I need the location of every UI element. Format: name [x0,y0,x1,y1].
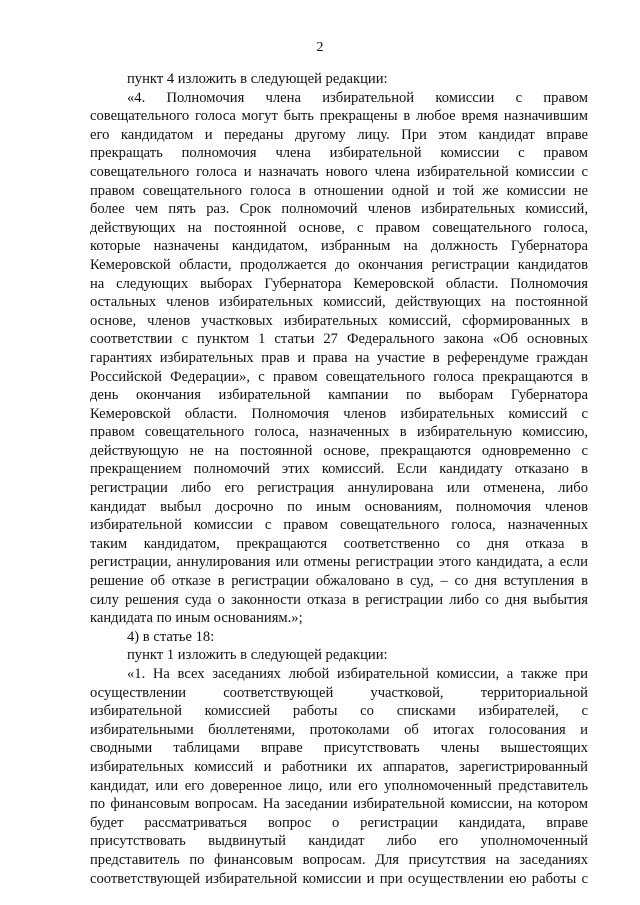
text-line: соответствующей избирательной комиссии и при осуществлении ею работы с [90,870,588,887]
text-line: Кемеровской области, продолжается до окончания регистрации кандидатов [90,256,588,273]
text-line: присутствовать выдвинутый кандидат либо его уполномоченный [90,833,588,850]
text-line: 4) в статье 18: [127,628,215,645]
text-line: осуществлении соответствующей участковой, территориальной [90,684,588,701]
text-line: совещательного голоса могут быть прекращены в любое время назначившим [90,108,588,125]
text-line: кандидат, или его доверенное лицо, или его уполномоченный представитель [90,777,588,794]
text-line: по финансовым вопросам. На заседании избирательной комиссии, на котором [90,796,588,813]
text-line: остальных членов избирательных комиссий, действующих на постоянной [90,294,588,311]
text-line: избирательными бюллетенями, протоколами об итогах голосования и [90,721,588,738]
text-line: представитель по финансовым вопросам. Для присутствия на заседаниях [90,851,588,868]
text-line: «4. Полномочия члена избирательной комиссии с правом [127,89,588,106]
text-line: соответствии с пунктом 1 статьи 27 Федерального закона «Об основных [90,331,588,348]
text-line: на следующих выборах Губернатора Кемеровской области. Полномочия [90,275,588,292]
text-line: пункт 1 изложить в следующей редакции: [127,647,388,664]
text-line: сводными таблицами вправе присутствовать члены вышестоящих [90,740,588,757]
text-line: кандидата по иным основаниям.»; [90,610,303,627]
text-line: регистрации, аннулирования или отмены регистрации этого кандидата, а если [90,554,588,571]
text-line: более чем пять раз. Срок полномочий членов избирательных комиссий, [90,201,588,218]
text-line: избирательной комиссии с правом совещательного голоса, назначенных [90,517,588,534]
text-line: Кемеровской области. Полномочия членов избирательных комиссий с [90,405,588,422]
text-line: совещательного голоса и назначать нового члена избирательной комиссии с [90,163,588,180]
text-line: «1. На всех заседаниях любой избирательной комиссии, а также при [127,666,588,682]
text-line: действующую не на постоянной основе, прекращаются одновременно с [90,442,588,459]
text-line: избирательных комиссий и работники их аппаратов, зарегистрированный [90,758,588,775]
text-line: силу решения суда о законности отказа в регистрации либо со дня выбытия [90,591,588,608]
page-number: 2 [316,40,324,55]
text-line: будет рассматриваться вопрос о регистрации кандидата, вправе [90,814,588,831]
text-line: Российской Федерации», с правом совещательного голоса прекращаются в [90,368,588,385]
text-line: избирательной комиссией работы со списками избирателей, с [90,703,588,720]
text-line: правом совещательного голоса в отношении одной и той же комиссии не [90,182,588,199]
text-line: которые назначены кандидатом, избранным на должность Губернатора [90,238,588,255]
text-line: регистрации либо его регистрация аннулирована или отменена, либо [90,480,588,497]
text-line: его кандидатом и переданы другому лицу. При этом кандидат вправе [90,126,588,143]
text-line: решение об отказе в регистрации обжаловано в суд, – со дня вступления в [90,573,588,590]
text-line: основе, членов участковых избирательных комиссий, сформированных в [90,312,588,329]
text-line: кандидат выбыл досрочно по иным основаниям, полномочия членов [90,498,588,515]
text-line: пункт 4 изложить в следующей редакции: [127,71,388,87]
text-line: гарантиях избирательных прав и права на участие в референдуме граждан [90,349,588,366]
text-line: действующих на постоянной основе, с правом совещательного голоса, [90,219,588,236]
text-line: правом совещательного голоса, назначенных в избирательную комиссию, [90,424,588,441]
text-line: день окончания избирательной кампании по выборам Губернатора [90,387,588,404]
text-line: таким кандидатом, прекращаются соответственно со дня отказа в [90,535,588,552]
text-line: прекращать полномочия члена избирательной комиссии с правом [90,145,588,162]
document-body [90,70,588,888]
text-line: прекращением полномочий этих комиссий. Если кандидату отказано в [90,461,588,478]
